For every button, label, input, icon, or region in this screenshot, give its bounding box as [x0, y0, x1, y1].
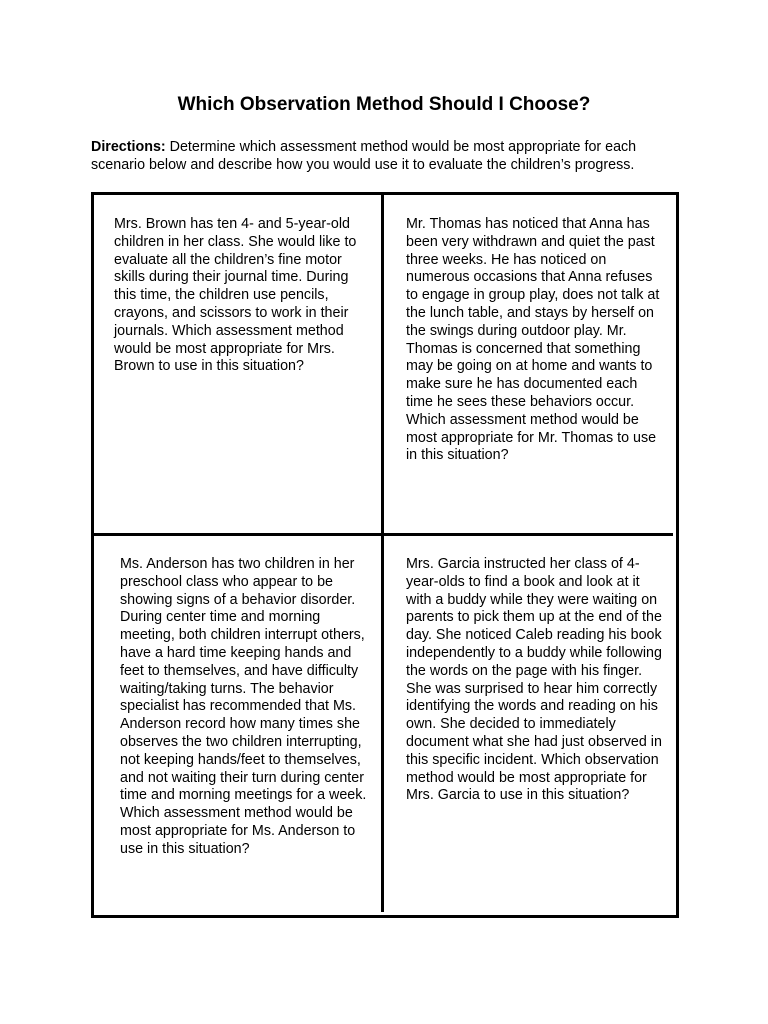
scenario-text-garcia: Mrs. Garcia instructed her class of 4-year-olds to find a book and look at it with a buddy while they were waiting on parents to pick them up at the end of the day. She noticed Caleb reading his book independently to a buddy while following the words on the page with his finger. She was surprised to hear him correctly identifying the words and reading on his own. She decided to immediately document what she had just observed in this specific incident. Which observation method would be most appropriate for Mrs. Garcia to use in this situation? — [406, 556, 662, 804]
directions — [91, 138, 681, 174]
scenario-cell-garcia — [384, 536, 673, 912]
scenario-text-anderson: Ms. Anderson has two children in her preschool class who appear to be showing signs of a behavior disorder. During center time and morning meeting, both children interrupt others, have a hard time keeping hands and feet to themselves, and have difficulty waiting/taking turns. The behavior specialist has recommended that Ms. Anderson record how many times she observes the two children interrupting, not keeping hands/feet to themselves, and not waiting their turn during center time and morning meetings for a week. Which assessment method would be most appropriate for Ms. Anderson to use in this situation? — [120, 556, 367, 857]
scenario-cell-thomas — [384, 195, 673, 536]
scenario-text-brown: Mrs. Brown has ten 4- and 5-year-old children in her class. She would like to evaluate all the children’s fine motor skills during their journal time. During this time, the children use pencils, crayons, and scissors to work in their journals. Which assessment method would be most appropriate for Mrs. Brown to use in this situation? — [114, 216, 357, 375]
scenario-table — [91, 192, 679, 918]
scenario-cell-brown — [94, 195, 384, 536]
page-title: Which Observation Method Should I Choose? — [177, 94, 591, 115]
scenario-text-thomas: Mr. Thomas has noticed that Anna has been very withdrawn and quiet the past three weeks. He has noticed on numerous occasions that Anna refuses to engage in group play, does not talk at the lunch table, and stays by herself on the swings during outdoor play. Mr. Thomas is concerned that something may be going on at home and wants to make sure he has documented each time he sees these behaviors occur. Which assessment method would be most appropriate for Mr. Thomas to use in this situation? — [406, 216, 660, 464]
scenario-cell-anderson — [94, 536, 384, 912]
directions-text: Determine which assessment method would be most appropriate for each scenario below and describe how you would use it to evaluate the children’s progress. — [91, 139, 637, 173]
directions-label: Directions: — [91, 139, 166, 155]
